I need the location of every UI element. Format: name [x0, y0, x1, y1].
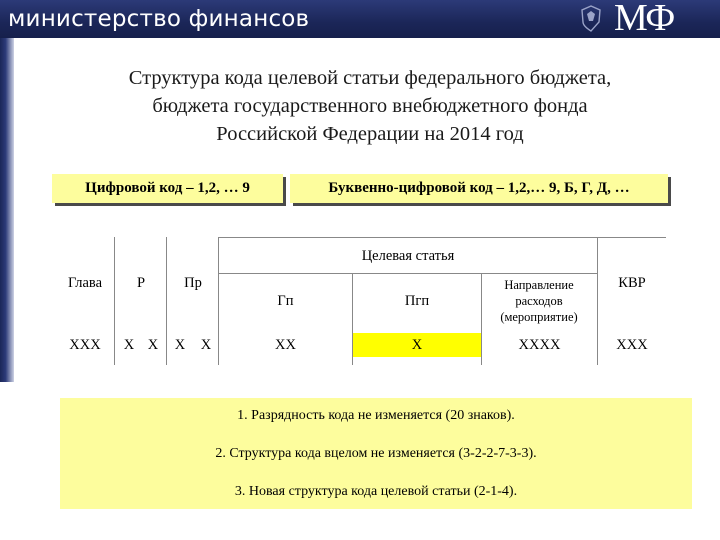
title-line-3: Российской Федерации на 2014 год	[216, 123, 524, 145]
numeric-code-box: Цифровой код – 1,2, … 9	[52, 174, 283, 203]
value-section-digit-1: Х	[123, 336, 135, 353]
notes-panel	[60, 398, 692, 509]
value-chapter: ХХХ	[69, 336, 101, 353]
note-2: 2. Структура кода вцелом не изменяется (3-2-2-7-3-3).	[215, 446, 537, 461]
left-rail-decoration	[0, 38, 14, 382]
value-subsection-digit-2: Х	[200, 336, 212, 353]
header-bar	[0, 0, 720, 38]
header-section: Р	[136, 274, 146, 291]
header-chapter: Глава	[67, 274, 103, 291]
ministry-name: министерство финансов	[8, 6, 310, 32]
alphanumeric-code-box: Буквенно-цифровой код – 1,2,… 9, Б, Г, Д, …	[290, 174, 668, 203]
slide-title	[40, 64, 700, 148]
ministry-logo: МФ	[614, 0, 674, 39]
value-direction: ХХХХ	[518, 336, 561, 353]
value-section-digit-2: Х	[147, 336, 159, 353]
note-1: 1. Разрядность кода не изменяется (20 знаков).	[237, 408, 515, 423]
header-target-article: Целевая статья	[361, 247, 455, 264]
value-subsection-digit-1: Х	[174, 336, 186, 353]
title-line-2: бюджета государственного внебюджетного фонда	[152, 95, 588, 117]
header-kvr: КВР	[618, 274, 646, 291]
note-3: 3. Новая структура кода целевой статьи (2-1-4).	[234, 484, 518, 499]
value-subprogram-highlight: Х	[353, 333, 481, 357]
divider-chapter-section	[114, 237, 115, 365]
header-subsection: Пр	[184, 274, 202, 291]
article-top-border	[218, 237, 666, 238]
divider-section-subsection	[166, 237, 167, 365]
title-line-1: Структура кода целевой статьи федерального бюджета,	[128, 67, 612, 89]
header-program: Гп	[277, 292, 294, 309]
header-direction: Направление расходов (мероприятие)	[500, 278, 578, 324]
value-kvr: ХХХ	[616, 336, 648, 353]
article-sub-border	[218, 273, 598, 274]
value-program: ХХ	[275, 336, 296, 353]
code-structure-table	[56, 237, 666, 365]
coat-of-arms-icon	[578, 4, 604, 34]
header-subprogram: Пгп	[404, 292, 430, 309]
